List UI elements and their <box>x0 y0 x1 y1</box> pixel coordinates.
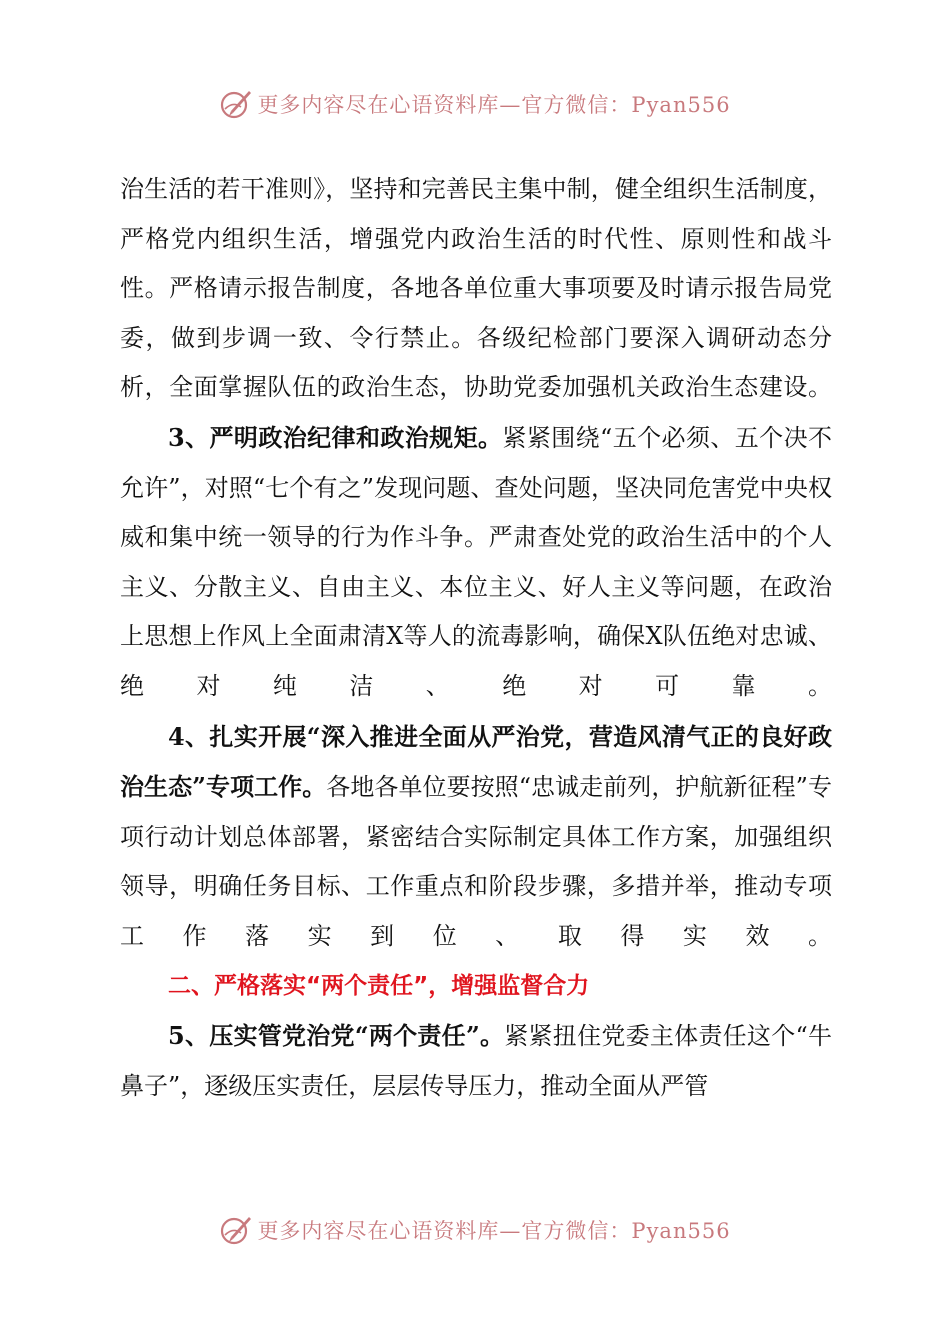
section-2-heading: 二、严格落实“两个责任”，增强监督合力 <box>168 972 590 999</box>
header-banner-text: 更多内容尽在心语资料库—官方微信：Pyan556 <box>257 93 731 117</box>
paragraph-4 <box>120 712 832 962</box>
paragraph-4-title: 4、扎实开展“深入推进全面从严治党，营造风清气正的良好政治生态”专项工作。 <box>120 721 832 802</box>
paragraph-continuation: 治生活的若干准则》，坚持和完善民主集中制，健全组织生活制度，严格党内组织生活，增强党内政治生活的时代性、原则性和战斗性。严格请示报告制度，各地各单位重大事项要及时请示报告局党委，做到步调一致、令行禁止。各级纪检部门要深入调研动态分析，全面掌握队伍的政治生态，协助党委加强机关政治生态建设。 <box>120 175 832 402</box>
header-banner <box>0 84 950 124</box>
paragraph-3-title: 3、严明政治纪律和政治规矩。 <box>168 422 503 452</box>
paragraph-5-body: 紧紧扭住党委主体责任这个“牛鼻子”，逐级压实责任，层层传导压力，推动全面从严管 <box>120 1022 832 1100</box>
footer-banner <box>0 1210 950 1250</box>
paragraph-3-body: 紧紧围绕“五个必须、五个决不允许”，对照“七个有之”发现问题、查处问题，坚决同危害党中央权威和集中统一领导的行为作斗争。严肃查处党的政治生活中的个人主义、分散主义、自由主义、本位主义、好人主义等问题，在政治上思想上作风上全面肃清X等人的流毒影响，确保X队伍绝对忠诚、绝对纯洁、绝对可靠。 <box>120 423 832 700</box>
paragraph-5-title: 5、压实管党治党“两个责任”。 <box>168 1021 505 1051</box>
pen-logo-icon <box>219 1213 253 1247</box>
document-body <box>120 165 832 1111</box>
pen-logo-icon <box>219 87 253 121</box>
paragraph-5 <box>120 1011 832 1111</box>
paragraph-3 <box>120 413 832 712</box>
paragraph-4-body: 各地各单位要按照“忠诚走前列，护航新征程”专项行动计划总体部署，紧密结合实际制定具体工作方案，加强组织领导，明确任务目标、工作重点和阶段步骤，多措并举，推动专项工作落实到位、取得实效。 <box>120 773 832 950</box>
footer-banner-text: 更多内容尽在心语资料库—官方微信：Pyan556 <box>257 1219 731 1243</box>
